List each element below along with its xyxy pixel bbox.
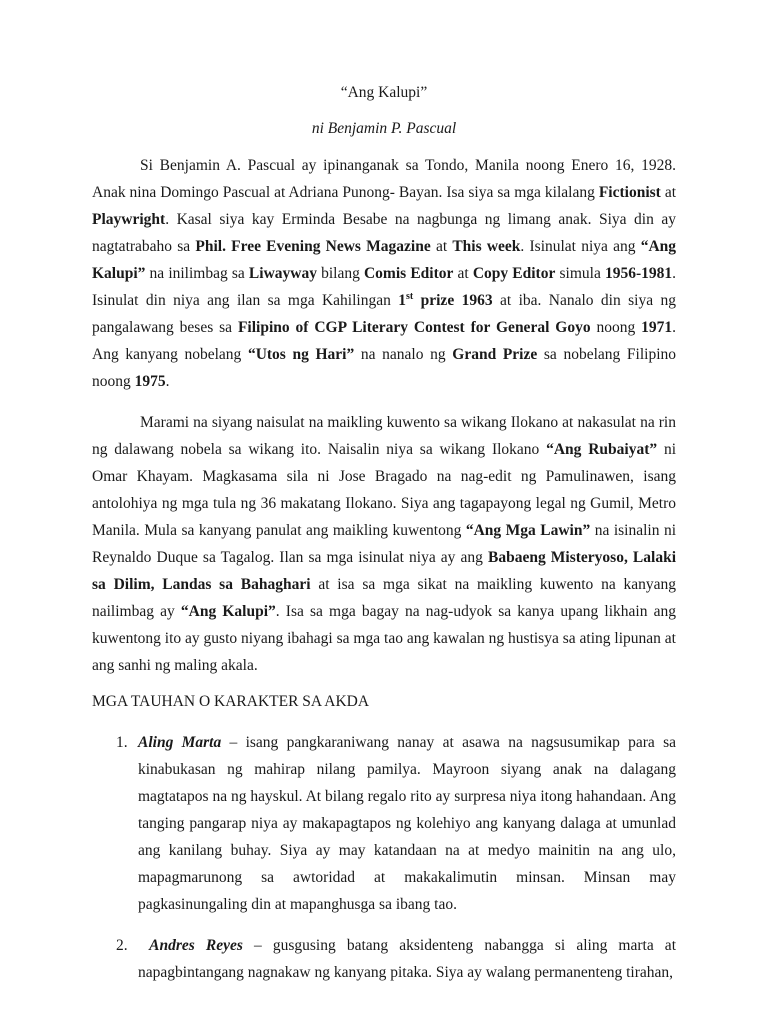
- list-item: [92, 932, 676, 986]
- list-item: [92, 729, 676, 918]
- section-heading: MGA TAUHAN O KARAKTER SA AKDA: [92, 693, 370, 710]
- document-title: “Ang Kalupi”: [340, 84, 428, 101]
- list-item-text: Andres Reyes – gusgusing batang aksidenteng nabangga si aling marta at napagbintangang nagnakaw ng kanyang pitaka. Siya ay walang permanenteng tirahan,: [138, 937, 676, 981]
- character-name: Andres Reyes: [149, 937, 243, 954]
- list-number: 2.: [116, 937, 128, 954]
- character-name: Aling Marta: [138, 734, 222, 751]
- paragraph-works: Marami na siyang naisulat na maikling kuwento sa wikang Ilokano at nakasulat na rin ng dalawang nobela sa wikang ito. Naisalin niya sa wikang Ilokano “Ang Rubaiyat” ni Omar Khayam. Magkasama sila ni Jose Bragado na nag-edit ng Pamulinawen, isang antolohiya ng mga tula ng 36 makatang Ilokano. Siya ang tagapayong legal ng Gumil, Metro Manila. Mula sa kanyang panulat ang maikling kuwentong “Ang Mga Lawin” na isinalin ni Reynaldo Duque sa Tagalog. Ilan sa mga isinulat niya ay ang Babaeng Misteryoso, Lalaki sa Dilim, Landas sa Bahaghari at isa sa mga sikat na maikling kuwento na kanyang nailimbag ay “Ang Kalupi”. Isa sa mga bagay na nag-udyok sa kanya upang likhain ang kuwentong ito ay gusto niyang ibahagi sa mga tao ang kawalan ng hustisya sa ating lipunan at ang sanhi ng maling akala.: [92, 414, 677, 674]
- list-number: 1.: [116, 734, 128, 751]
- list-item-text: Aling Marta – isang pangkaraniwang nanay at asawa na nagsusumikap para sa kinabukasan ng mahirap nilang pamilya. Mayroon siyang anak na dalagang magtatapos na ng hayskul. At bilang regalo rito ay surpresa niya itong hahandaan. Ang tanging pangarap niya ay makapagtapos ng kolehiyo ang kanyang dalaga at umunlad ang kanilang buhay. Siya ay may katandaan na at medyo mainitin na ang ulo, mapagmarunong sa awtoridad at makakalimutin minsan. Minsan may pagkasinungaling din at mapanghusga sa ibang tao.: [138, 734, 676, 913]
- paragraph-biography: Si Benjamin A. Pascual ay ipinanganak sa Tondo, Manila noong Enero 16, 1928. Anak nina Domingo Pascual at Adriana Punong- Bayan. Isa siya sa mga kilalang Fictionist at Playwright. Kasal siya kay Erminda Besabe na nagbunga ng limang anak. Siya din ay nagtatrabaho sa Phil. Free Evening News Magazine at This week. Isinulat niya ang “Ang Kalupi” na inilimbag sa Liwayway bilang Comis Editor at Copy Editor simula 1956-1981. Isinulat din niya ang ilan sa mga Kahilingan 1st prize 1963 at iba. Nanalo din siya ng pangalawang beses sa Filipino of CGP Literary Contest for General Goyo noong 1971. Ang kanyang nobelang “Utos ng Hari” na nanalo ng Grand Prize sa nobelang Filipino noong 1975.: [92, 157, 677, 390]
- character-list: [92, 729, 676, 986]
- document-author: ni Benjamin P. Pascual: [311, 120, 457, 137]
